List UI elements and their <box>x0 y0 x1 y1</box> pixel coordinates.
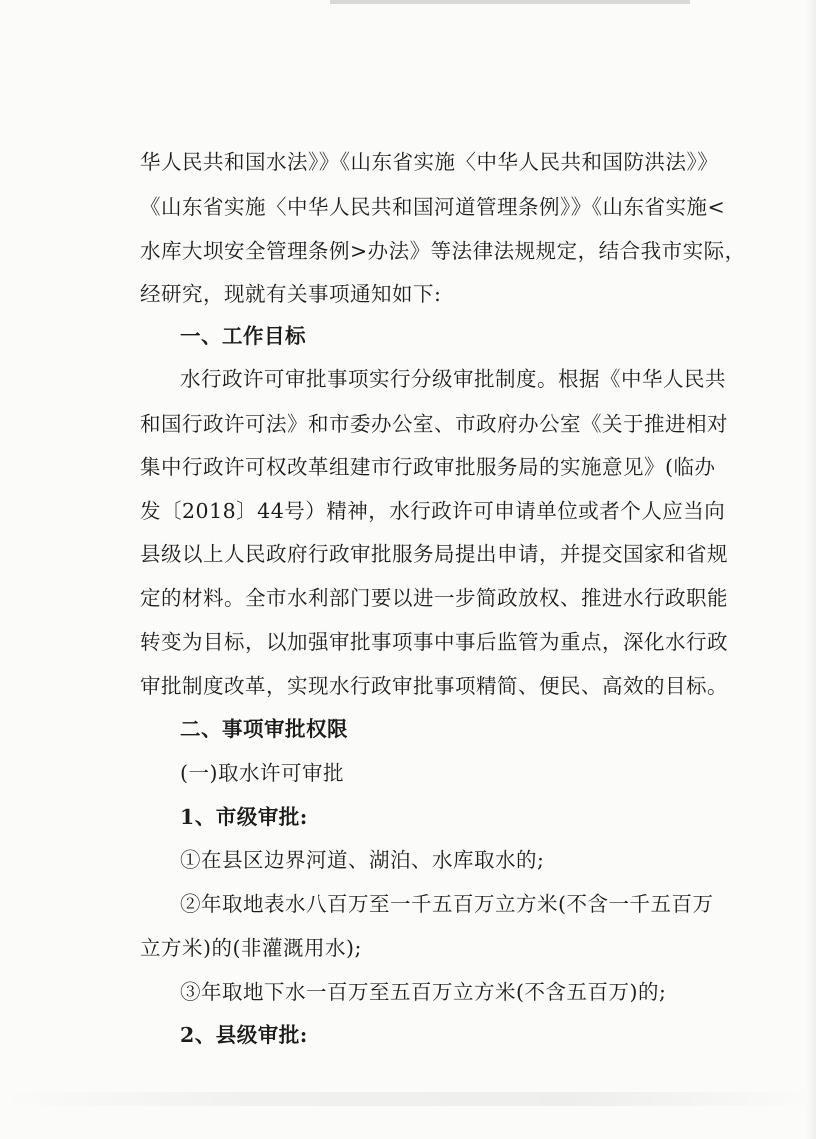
scan-artifact-top <box>330 0 690 4</box>
body-text-line: 县级以上人民政府行政审批服务局提出申请，并提交国家和省规 <box>140 542 728 566</box>
item-heading-county-level: 2、县级审批: <box>180 1023 308 1047</box>
body-text-line: 华人民共和国水法》》《山东省实施〈中华人民共和国防洪法》》 <box>140 150 719 174</box>
body-text-line: 转变为目标，以加强审批事项事中事后监管为重点，深化水行政 <box>140 630 728 654</box>
body-text-line: 定的材料。全市水利部门要以进一步简政放权、推进水行政职能 <box>140 586 728 610</box>
scan-artifact-right <box>806 0 816 1139</box>
body-text-line: 立方米)的(非灌溉用水); <box>140 936 362 960</box>
body-text-line: 经研究，现就有关事项通知如下: <box>140 282 442 306</box>
scan-artifact-bottom <box>0 1092 816 1106</box>
body-text-line: ②年取地表水八百万至一千五百万立方米(不含一千五百万 <box>180 892 714 916</box>
body-text-line: 发〔2018〕44号）精神，水行政许可申请单位或者个人应当向 <box>140 499 726 523</box>
body-text-line: 和国行政许可法》和市委办公室、市政府办公室《关于推进相对 <box>140 412 728 436</box>
section-heading-authority: 二、事项审批权限 <box>180 717 348 741</box>
body-text-line: 审批制度改革，实现水行政审批事项精简、便民、高效的目标。 <box>140 674 728 698</box>
body-text-line: ①在县区边界河道、湖泊、水库取水的; <box>180 848 545 872</box>
body-text-line: 《山东省实施〈中华人民共和国河道管理条例》》《山东省实施< <box>140 195 726 219</box>
section-heading-goals: 一、工作目标 <box>180 324 306 348</box>
subsection-heading: (一)取水许可审批 <box>180 761 344 785</box>
body-text-line: 集中行政许可权改革组建市行政审批服务局的实施意见》(临办 <box>140 455 716 479</box>
body-text-line: ③年取地下水一百万至五百万立方米(不含五百万)的; <box>180 980 667 1004</box>
body-text-line: 水库大坝安全管理条例>办法》等法律法规规定，结合我市实际， <box>140 239 746 263</box>
item-heading-city-level: 1、市级审批: <box>180 805 308 829</box>
body-text-line: 水行政许可审批事项实行分级审批制度。根据《中华人民共 <box>180 367 726 391</box>
